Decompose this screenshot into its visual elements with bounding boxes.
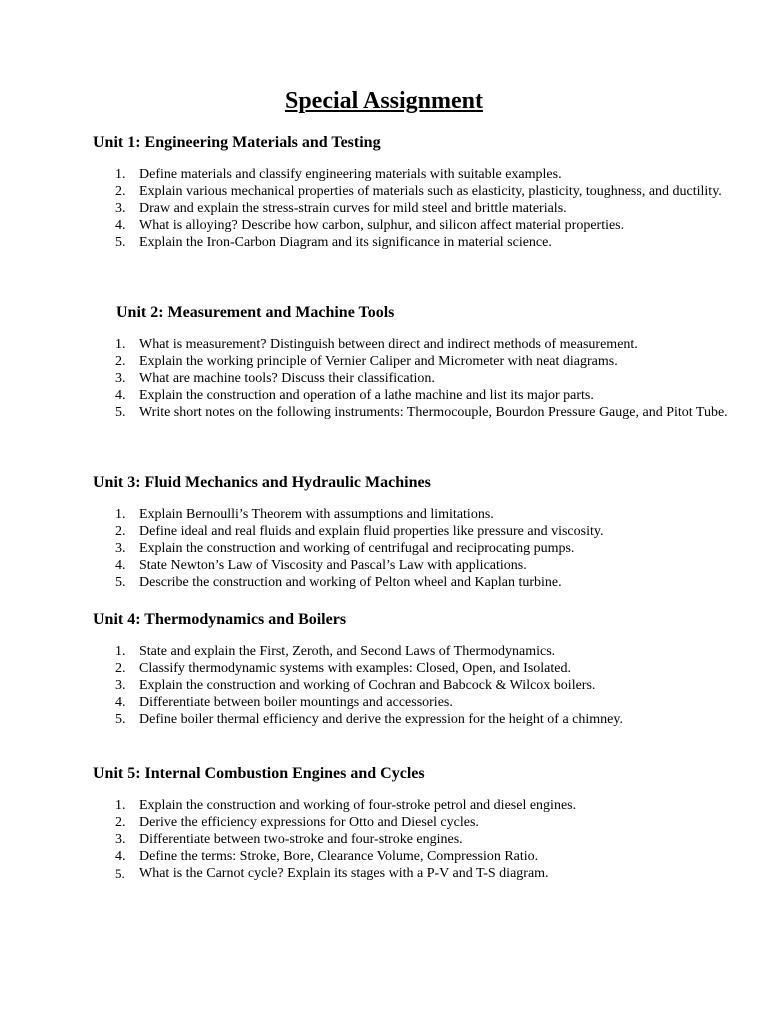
question-text: What is measurement? Distinguish between direct and indirect methods of measurement. [139,337,638,352]
unit-3-question-list [93,506,733,591]
list-item [93,711,733,728]
question-text: Classify thermodynamic systems with examples: Closed, Open, and Isolated. [139,661,571,676]
unit-4-heading: Unit 4: Thermodynamics and Boilers [93,611,347,628]
list-item [93,217,733,234]
item-number: 3. [115,371,126,386]
list-item [93,370,733,387]
page-title: Special Assignment [284,88,484,114]
question-text: Explain various mechanical properties of materials such as elasticity, plasticity, toughness, and ductility. [139,184,722,199]
item-number: 2. [115,524,126,539]
item-number: 4. [115,218,126,233]
item-number: 3. [115,678,126,693]
unit-2-section [93,303,733,421]
question-text: Differentiate between boiler mountings and accessories. [139,695,453,710]
item-number: 2. [115,184,126,199]
question-text: Draw and explain the stress-strain curves for mild steel and brittle materials. [139,201,567,216]
list-item [93,200,733,217]
question-text: Define ideal and real fluids and explain fluid properties like pressure and viscosity. [139,524,604,539]
item-number: 4. [115,558,126,573]
list-item [93,797,733,814]
item-number: 1. [115,798,126,813]
list-item [93,540,733,557]
list-item [93,183,733,200]
unit-5-question-list [93,797,733,882]
unit-1-question-list [93,166,733,251]
question-text: What are machine tools? Discuss their classification. [139,371,435,386]
list-item [93,387,733,404]
question-text: State Newton’s Law of Viscosity and Pascal’s Law with applications. [139,558,527,573]
unit-3-section [93,473,733,591]
question-text: Write short notes on the following instruments: Thermocouple, Bourdon Pressure Gauge, and Pitot Tube. [139,405,728,420]
question-text: What is alloying? Describe how carbon, sulphur, and silicon affect material properties. [139,218,625,233]
item-number: 3. [115,541,126,556]
question-text: Explain the construction and operation of a lathe machine and list its major parts. [139,388,594,403]
item-number: 3. [115,832,126,847]
item-number: 1. [115,644,126,659]
list-item [93,848,733,865]
unit-4-section [93,610,733,728]
unit-1-heading: Unit 1: Engineering Materials and Testing [93,134,381,151]
question-text: Explain the construction and working of four-stroke petrol and diesel engines. [139,798,577,813]
item-number: 5. [115,235,126,250]
item-number: 5. [115,575,126,590]
unit-1-section [93,133,733,251]
list-item [93,506,733,523]
question-text: Explain Bernoulli’s Theorem with assumptions and limitations. [139,507,494,522]
item-number: 5. [115,712,126,727]
unit-4-question-list [93,643,733,728]
list-item [93,831,733,848]
item-number: 3. [115,201,126,216]
question-text: Define the terms: Stroke, Bore, Clearance Volume, Compression Ratio. [139,849,539,864]
list-item [93,234,733,251]
item-number: 4. [115,695,126,710]
list-item [93,643,733,660]
question-text: Explain the construction and working of centrifugal and reciprocating pumps. [139,541,575,556]
list-item [93,677,733,694]
question-text: Explain the construction and working of Cochran and Babcock & Wilcox boilers. [139,678,596,693]
list-item [93,574,733,591]
item-number: 2. [115,815,126,830]
unit-5-section [93,764,733,882]
item-number: 2. [115,354,126,369]
unit-3-heading: Unit 3: Fluid Mechanics and Hydraulic Machines [93,474,431,491]
list-item [93,814,733,831]
unit-2-question-list [93,336,733,421]
item-number: 5. [115,405,126,420]
question-text: Define materials and classify engineering materials with suitable examples. [139,167,562,182]
list-item [93,404,733,421]
list-item [93,166,733,183]
question-text: Explain the Iron-Carbon Diagram and its significance in material science. [139,235,552,250]
list-item [93,353,733,370]
question-text: State and explain the First, Zeroth, and Second Laws of Thermodynamics. [139,644,556,659]
item-number: 5. [115,866,125,881]
list-item [93,523,733,540]
list-item [93,865,733,882]
item-number: 4. [115,388,126,403]
list-item [93,660,733,677]
question-text: Define boiler thermal efficiency and derive the expression for the height of a chimney. [139,712,623,727]
unit-2-heading: Unit 2: Measurement and Machine Tools [116,304,395,321]
question-text: Explain the working principle of Vernier Caliper and Micrometer with neat diagrams. [139,354,618,369]
question-text: Derive the efficiency expressions for Otto and Diesel cycles. [139,815,479,830]
item-number: 1. [115,337,126,352]
list-item [93,336,733,353]
question-text: Describe the construction and working of Pelton wheel and Kaplan turbine. [139,575,562,590]
item-number: 1. [115,507,126,522]
question-text: What is the Carnot cycle? Explain its stages with a P-V and T-S diagram. [139,866,549,881]
list-item [93,557,733,574]
item-number: 2. [115,661,126,676]
list-item [93,694,733,711]
item-number: 4. [115,849,126,864]
item-number: 1. [115,167,126,182]
unit-5-heading: Unit 5: Internal Combustion Engines and Cycles [93,765,425,782]
question-text: Differentiate between two-stroke and four-stroke engines. [139,832,463,847]
